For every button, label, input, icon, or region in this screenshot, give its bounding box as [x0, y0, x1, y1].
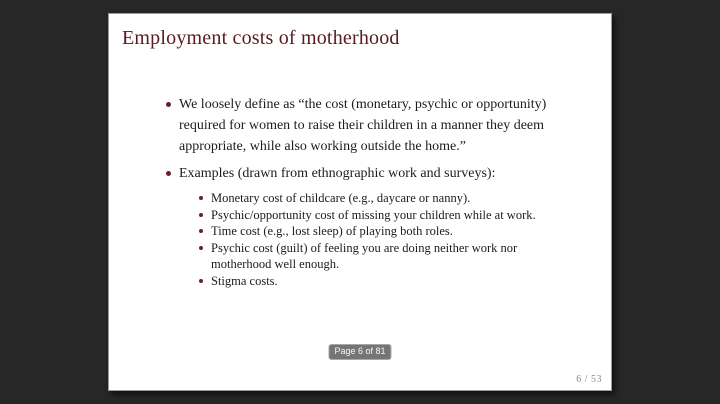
- bullet-icon: [199, 279, 203, 283]
- bullet-icon: [199, 196, 203, 200]
- sub-bullet-item: [109, 240, 553, 273]
- slide-title: Employment costs of motherhood: [122, 27, 400, 49]
- bullet-text: Stigma costs.: [211, 273, 278, 288]
- bullet-text: Examples (drawn from ethnographic work and surveys):: [179, 166, 496, 181]
- slide-content: [109, 94, 611, 289]
- frame-counter: 6 / 53: [576, 374, 602, 385]
- bullet-text: Psychic cost (guilt) of feeling you are doing neither work nor motherhood well enough.: [211, 240, 518, 271]
- bullet-item: [109, 163, 571, 184]
- bullet-icon: [199, 213, 203, 217]
- sub-bullet-item: [109, 273, 553, 290]
- slide-page: [108, 13, 612, 391]
- page-indicator-badge: Page 6 of 81: [328, 344, 391, 360]
- bullet-icon: [166, 171, 171, 176]
- bullet-icon: [199, 246, 203, 250]
- bullet-text: We loosely define as “the cost (monetary, psychic or opportunity) required for women to raise their children in a manner they deem appropriate, while also working outside the home.”: [179, 97, 547, 154]
- sub-bullet-item: [109, 207, 553, 224]
- bullet-item: [109, 94, 571, 157]
- bullet-icon: [199, 229, 203, 233]
- bullet-text: Psychic/opportunity cost of missing your children while at work.: [211, 207, 536, 222]
- bullet-icon: [166, 102, 171, 107]
- bullet-text: Monetary cost of childcare (e.g., daycare or nanny).: [211, 191, 471, 205]
- sub-bullet-list: [109, 190, 611, 289]
- bullet-text: Time cost (e.g., lost sleep) of playing both roles.: [211, 224, 453, 238]
- sub-bullet-item: [109, 223, 553, 240]
- sub-bullet-item: [109, 190, 553, 207]
